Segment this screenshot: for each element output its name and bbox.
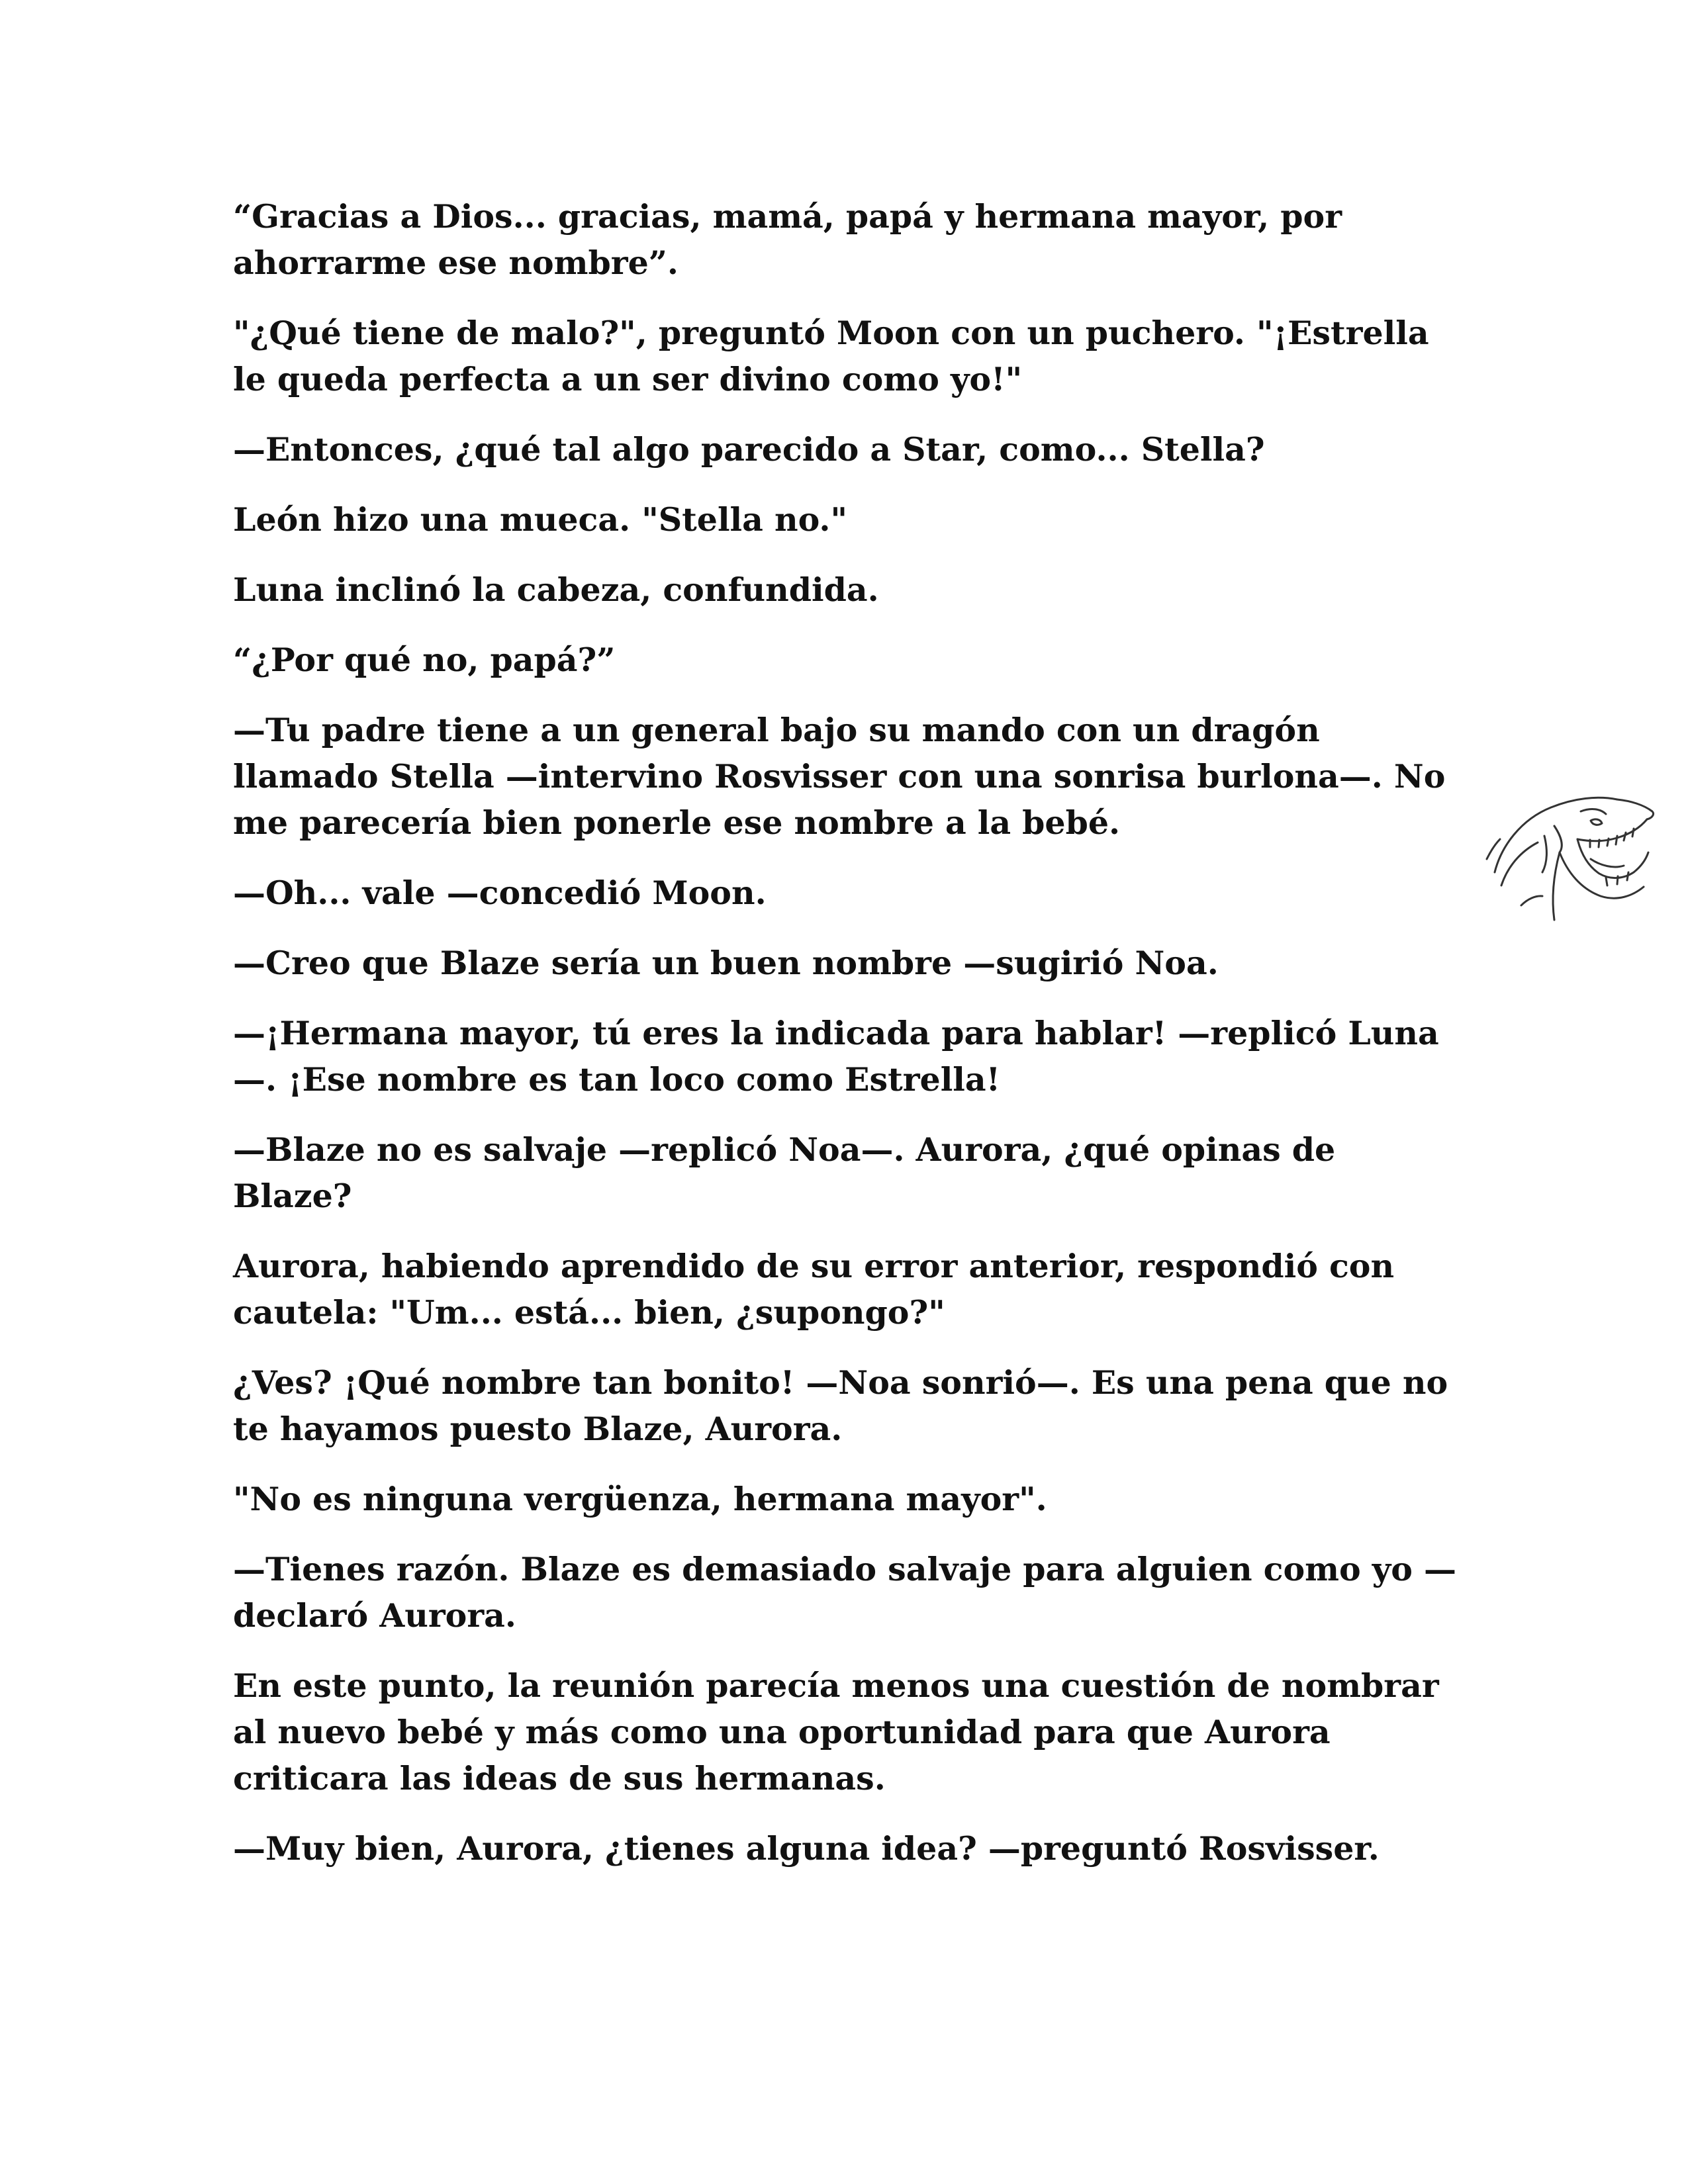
paragraph-4: León hizo una mueca. "Stella no." bbox=[233, 500, 848, 539]
paragraph-1: “Gracias a Dios... gracias, mamá, papá y hermana mayor, por ahorrarme ese nombre”. bbox=[233, 197, 1342, 282]
paragraph-5: Luna inclinó la cabeza, confundida. bbox=[233, 570, 879, 609]
dinosaur-sketch-icon bbox=[1481, 773, 1662, 927]
document-body bbox=[233, 193, 1464, 1895]
paragraph-6: “¿Por qué no, papá?” bbox=[233, 641, 616, 679]
paragraph-11: —Blaze no es salvaje —replicó Noa—. Aurora, ¿qué opinas de Blaze? bbox=[233, 1130, 1336, 1215]
paragraph-15: —Tienes razón. Blaze es demasiado salvaje para alguien como yo —declaró Aurora. bbox=[233, 1550, 1456, 1635]
paragraph-14: "No es ninguna vergüenza, hermana mayor". bbox=[233, 1480, 1047, 1518]
paragraph-7: —Tu padre tiene a un general bajo su mando con un dragón llamado Stella —intervino Rosvisser con una sonrisa burlona—. No me parecería bien ponerle ese nombre a la bebé. bbox=[233, 711, 1446, 842]
paragraph-12: Aurora, habiendo aprendido de su error anterior, respondió con cautela: "Um... está... bien, ¿supongo?" bbox=[233, 1247, 1395, 1332]
paragraph-16: En este punto, la reunión parecía menos una cuestión de nombrar al nuevo bebé y más como una oportunidad para que Aurora criticara las ideas de sus hermanas. bbox=[233, 1666, 1439, 1797]
paragraph-13: ¿Ves? ¡Qué nombre tan bonito! —Noa sonrió—. Es una pena que no te hayamos puesto Blaze, Aurora. bbox=[233, 1363, 1448, 1448]
paragraph-3: —Entonces, ¿qué tal algo parecido a Star, como... Stella? bbox=[233, 430, 1265, 469]
paragraph-2: "¿Qué tiene de malo?", preguntó Moon con un puchero. "¡Estrella le queda perfecta a un ser divino como yo!" bbox=[233, 314, 1429, 398]
paragraph-9: —Creo que Blaze sería un buen nombre —sugirió Noa. bbox=[233, 944, 1219, 982]
paragraph-8: —Oh... vale —concedió Moon. bbox=[233, 874, 767, 912]
paragraph-17: —Muy bien, Aurora, ¿tienes alguna idea? —preguntó Rosvisser. bbox=[233, 1829, 1380, 1868]
paragraph-10: —¡Hermana mayor, tú eres la indicada para hablar! —replicó Luna—. ¡Ese nombre es tan loco como Estrella! bbox=[233, 1014, 1439, 1099]
